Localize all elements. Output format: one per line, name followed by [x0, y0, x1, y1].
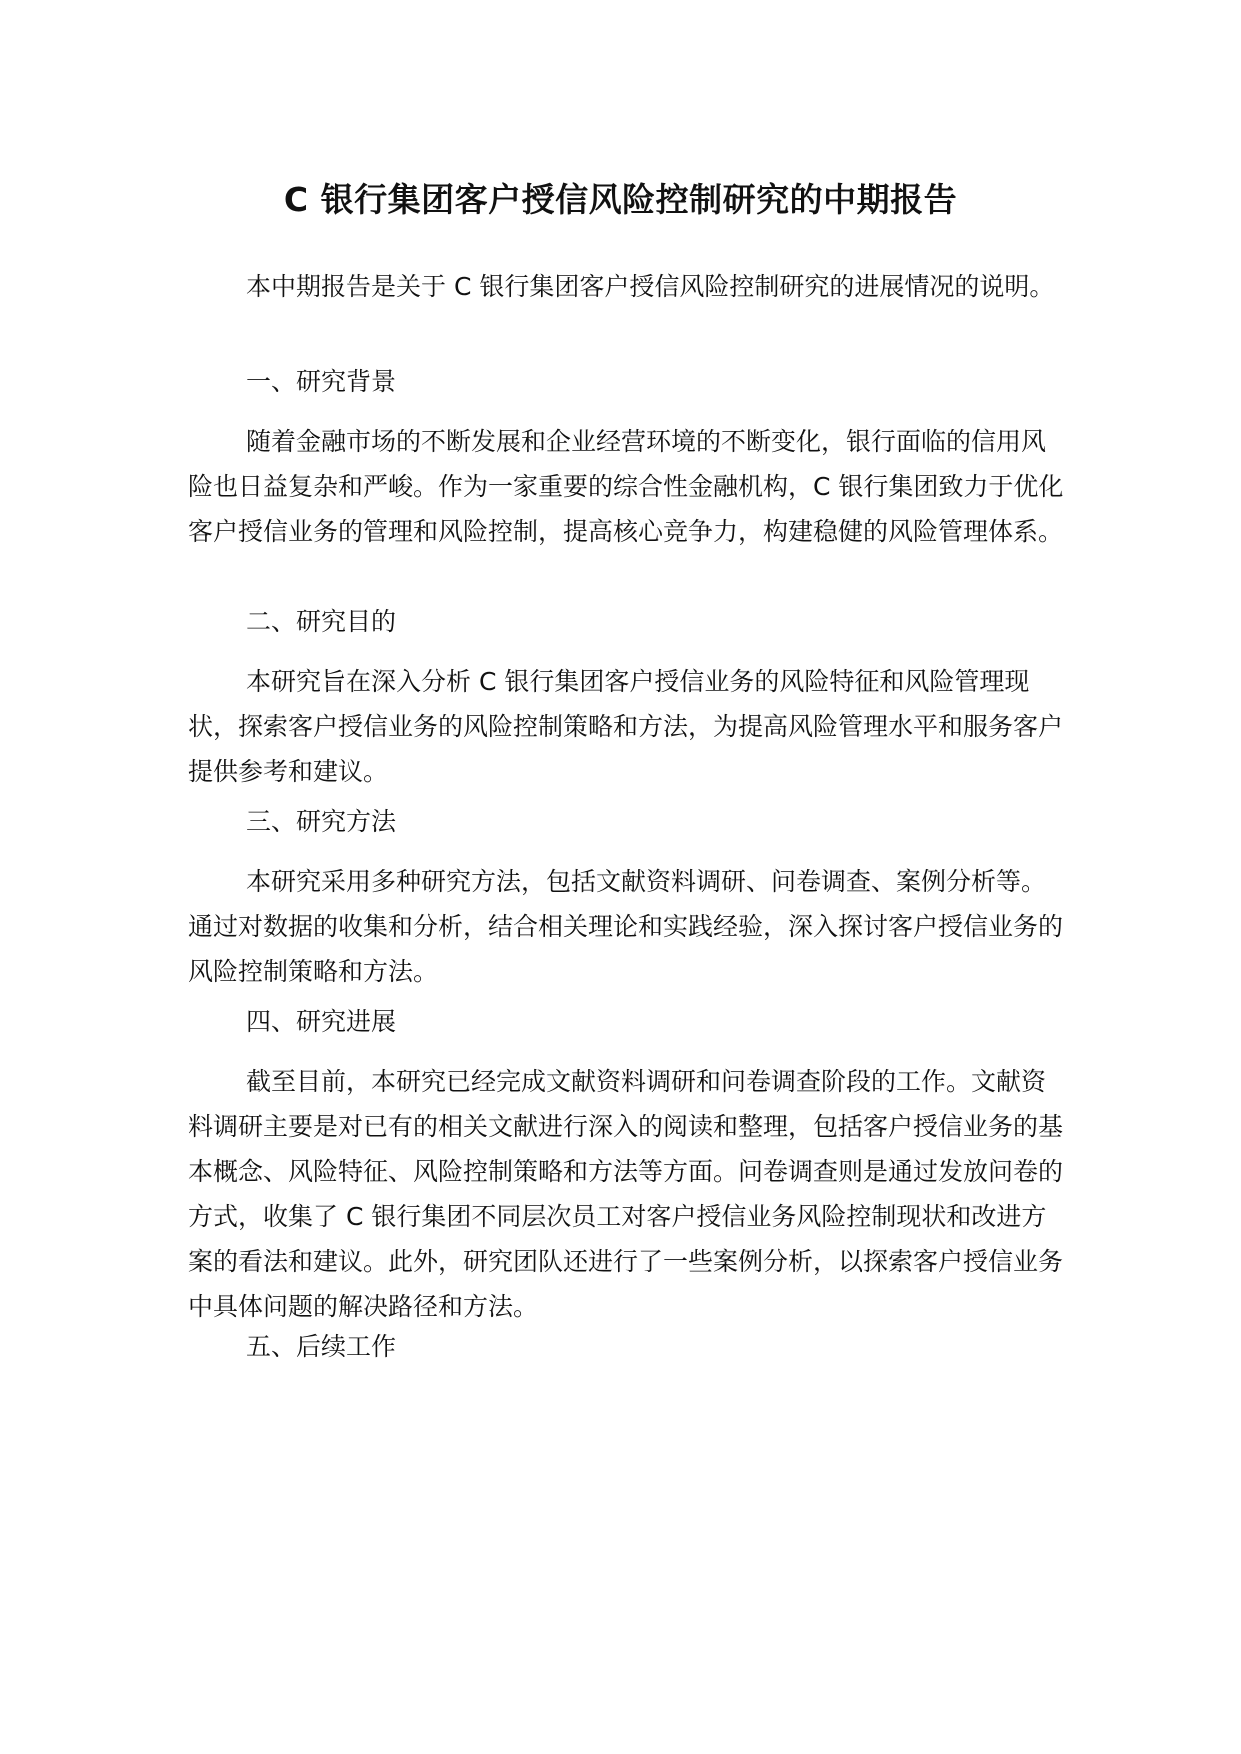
section-heading-progress: 四、研究进展	[246, 1007, 397, 1036]
intro-paragraph: 本中期报告是关于 C 银行集团客户授信风险控制研究的进展情况的说明。	[246, 272, 1055, 301]
section-body-progress: 截至目前，本研究已经完成文献资料调研和问卷调查阶段的工作。文献资料调研主要是对已有的相关文献进行深入的阅读和整理，包括客户授信业务的基本概念、风险特征、风险控制策略和方法等方面。问卷调查则是通过发放问卷的方式，收集了 C 银行集团不同层次员工对客户授信业务风险控制现状和改进方案的看法和建议。此外，研究团队还进行了一些案例分析，以探索客户授信业务中具体问题的解决路径和方法。	[188, 1067, 1064, 1321]
section-body-background: 随着金融市场的不断发展和企业经营环境的不断变化，银行面临的信用风险也日益复杂和严峻。作为一家重要的综合性金融机构，C 银行集团致力于优化客户授信业务的管理和风险控制，提高核心竞争力，构建稳健的风险管理体系。	[188, 427, 1064, 546]
section-heading-background: 一、研究背景	[246, 367, 397, 396]
document-title: C 银行集团客户授信风险控制研究的中期报告	[283, 180, 958, 219]
section-body-method: 本研究采用多种研究方法，包括文献资料调研、问卷调查、案例分析等。通过对数据的收集和分析，结合相关理论和实践经验，深入探讨客户授信业务的风险控制策略和方法。	[188, 867, 1064, 986]
section-heading-followup: 五、后续工作	[246, 1332, 397, 1361]
section-body-purpose: 本研究旨在深入分析 C 银行集团客户授信业务的风险特征和风险管理现状，探索客户授信业务的风险控制策略和方法，为提高风险管理水平和服务客户提供参考和建议。	[188, 667, 1064, 786]
section-heading-purpose: 二、研究目的	[246, 607, 397, 636]
section-heading-method: 三、研究方法	[246, 807, 397, 836]
